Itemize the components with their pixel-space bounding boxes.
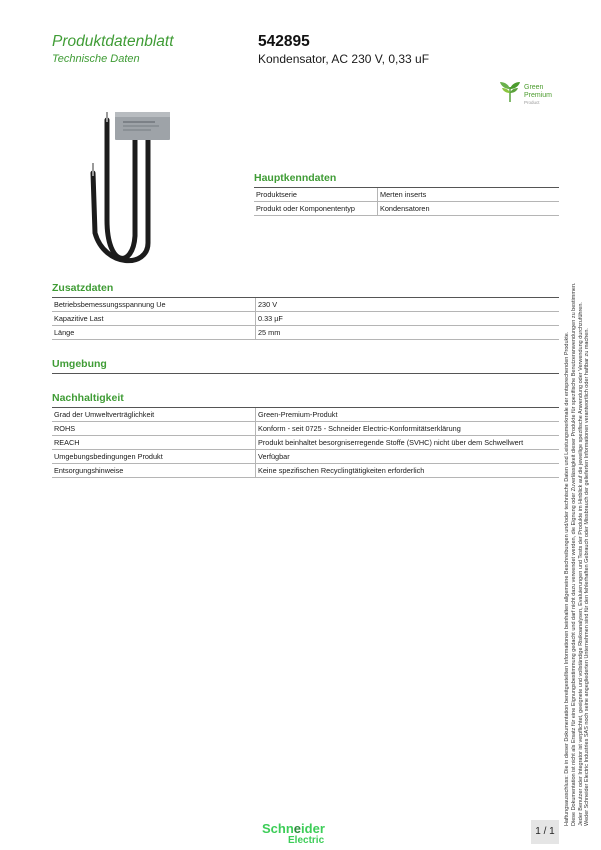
green-logo-line3: Product: [524, 100, 540, 105]
capacitor-image: [85, 108, 195, 273]
section-hauptkenndaten: [254, 172, 559, 216]
row-value: 230 V: [256, 298, 560, 312]
disclaimer: [564, 246, 591, 826]
row-value: Kondensatoren: [378, 202, 560, 216]
green-logo-line1: Green: [524, 84, 544, 91]
row-key: Kapazitive Last: [52, 312, 256, 326]
hauptkenndaten-table: [254, 188, 559, 216]
section-zusatzdaten: [52, 282, 559, 340]
section-title-umgebung: Umgebung: [52, 358, 559, 374]
row-value: Green-Premium-Produkt: [256, 408, 560, 422]
table-row: [52, 298, 559, 312]
zusatzdaten-table: [52, 298, 559, 340]
disclaimer-line: Diese Dokumentation ist nicht als Ersatz für eine Eignungsbestimmung gedacht und darf nicht dazu verwendet werden, die Eignung oder Zuverlässigkeit dieser Produkte für spezifische Benutzeranwendungen zu bestimmen.: [570, 282, 577, 826]
row-value: Konform - seit 0725 - Schneider Electric-Konformitätserklärung: [256, 422, 560, 436]
brand-name-part: ider: [301, 821, 325, 836]
row-key: Betriebsbemessungsspannung Ue: [52, 298, 256, 312]
green-premium-text: [524, 84, 552, 107]
row-key: Produktserie: [254, 188, 378, 202]
header-left: [52, 33, 174, 66]
schneider-electric-logo: [258, 822, 348, 848]
disclaimer-line: Weder Schneider Electric Industries SAS noch seine angegliederten Unternehmen sind für den fehlerhaften Gebrauch oder Missbrauch der gelieferten Informationen verantwortlich oder haftbar zu machen.: [584, 328, 591, 826]
table-row: [52, 436, 559, 450]
disclaimer-line: Haftungsausschluss: Die in dieser Dokumentation bereitgestellten Informationen beinhalten allgemeine Beschreibungen und/oder technische Daten und Leistungsmerkmale der entsprechenden Produkte.: [564, 331, 570, 826]
disclaimer-line: Jeder Benutzer oder Integrator ist verpflichtet, geeignete und vollständige Risikoanalysen, Evaluierungen und Tests der Produkte im Hinblick auf die jeweilige spezifische Anwendung oder Verwendung durchzuführen.: [577, 302, 584, 826]
nachhaltigkeit-table: [52, 408, 559, 478]
brand-sub: Electric: [288, 835, 325, 846]
table-row: [52, 422, 559, 436]
section-umgebung: [52, 358, 559, 374]
section-nachhaltigkeit: [52, 392, 559, 478]
product-description: Kondensator, AC 230 V, 0,33 uF: [258, 52, 430, 66]
row-key: ROHS: [52, 422, 256, 436]
table-row: [254, 202, 559, 216]
document-title: Produktdatenblatt: [52, 33, 174, 50]
row-value: 0.33 µF: [256, 312, 560, 326]
brand-name-part: e: [293, 821, 302, 836]
header-right: [258, 33, 429, 67]
row-value: Merten inserts: [378, 188, 560, 202]
table-row: [52, 326, 559, 340]
row-key: Entsorgungshinweise: [52, 464, 256, 478]
table-row: [254, 188, 559, 202]
table-row: [52, 464, 559, 478]
document-subtitle: Technische Daten: [52, 53, 140, 65]
section-title-nachhaltigkeit: Nachhaltigkeit: [52, 392, 559, 408]
row-key: REACH: [52, 436, 256, 450]
row-value: Verfügbar: [256, 450, 560, 464]
row-key: Grad der Umweltverträglichkeit: [52, 408, 256, 422]
brand-name-part: Schn: [262, 821, 294, 836]
row-value: Produkt beinhaltet besorgniserregende Stoffe (SVHC) nicht über dem Schwellwert: [256, 436, 560, 450]
leaf-icon: [498, 80, 522, 104]
green-logo-line2: Premium: [524, 91, 553, 99]
row-key: Produkt oder Komponententyp: [254, 202, 378, 216]
row-key: Umgebungsbedingungen Produkt: [52, 450, 256, 464]
table-row: [52, 408, 559, 422]
brand-name: [262, 822, 325, 836]
row-value: Keine spezifischen Recyclingtätigkeiten erforderlich: [256, 464, 560, 478]
section-title-zusatzdaten: Zusatzdaten: [52, 282, 559, 298]
product-number: 542895: [258, 33, 310, 50]
table-row: [52, 450, 559, 464]
green-premium-logo: [498, 80, 568, 106]
row-key: Länge: [52, 326, 256, 340]
row-value: 25 mm: [256, 326, 560, 340]
section-title-hauptkenndaten: Hauptkenndaten: [254, 172, 559, 188]
page-number: 1 / 1: [531, 820, 559, 844]
table-row: [52, 312, 559, 326]
